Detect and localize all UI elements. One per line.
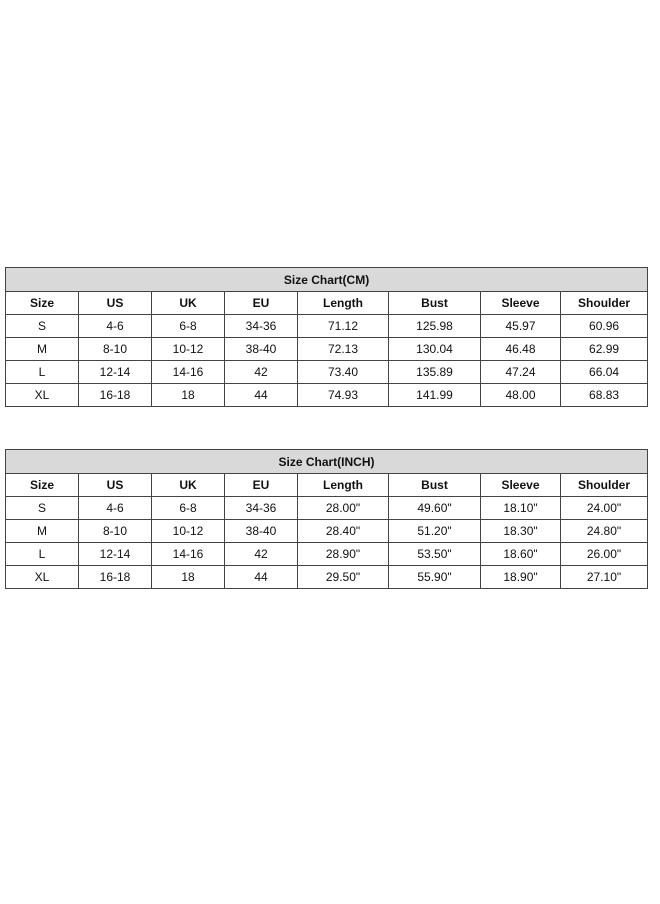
table-cell: 24.80" [561,520,648,543]
table-header-row [6,474,648,497]
column-header: EU [225,292,298,315]
table-cell: 48.00 [481,384,561,407]
table-cell: 55.90" [389,566,481,589]
table-cell: 18 [152,566,225,589]
table-cell: 125.98 [389,315,481,338]
table-cell: 4-6 [79,497,152,520]
table-cell: 46.48 [481,338,561,361]
column-header: Shoulder [561,474,648,497]
table-cell: 62.99 [561,338,648,361]
table-cell: S [6,315,79,338]
column-header: EU [225,474,298,497]
table-cell: 42 [225,543,298,566]
table-cell: 68.83 [561,384,648,407]
table-row [6,361,648,384]
table-cell: 34-36 [225,497,298,520]
table-cell: 12-14 [79,361,152,384]
size-chart-cm-table [5,267,648,407]
column-header: Shoulder [561,292,648,315]
column-header: Bust [389,292,481,315]
table-cell: 49.60" [389,497,481,520]
table-cell: 141.99 [389,384,481,407]
table-cell: 51.20" [389,520,481,543]
table-row [6,543,648,566]
table-cell: L [6,543,79,566]
table-cell: 18 [152,384,225,407]
table-title: Size Chart(INCH) [6,450,648,474]
table-title: Size Chart(CM) [6,268,648,292]
column-header: UK [152,292,225,315]
table-row [6,315,648,338]
table-cell: 135.89 [389,361,481,384]
table-cell: 18.30" [481,520,561,543]
table-cell: XL [6,566,79,589]
table-cell: 12-14 [79,543,152,566]
table-cell: 10-12 [152,520,225,543]
table-cell: 42 [225,361,298,384]
column-header: Bust [389,474,481,497]
table-cell: 18.10" [481,497,561,520]
table-cell: 45.97 [481,315,561,338]
table-cell: 8-10 [79,520,152,543]
column-header: Size [6,474,79,497]
table-header-row [6,292,648,315]
table-cell: 18.60" [481,543,561,566]
column-header: Length [298,292,389,315]
table-cell: 34-36 [225,315,298,338]
table-cell: XL [6,384,79,407]
table-cell: 38-40 [225,520,298,543]
table-cell: 72.13 [298,338,389,361]
table-cell: 60.96 [561,315,648,338]
column-header: Size [6,292,79,315]
table-cell: 16-18 [79,384,152,407]
column-header: Length [298,474,389,497]
column-header: Sleeve [481,474,561,497]
table-cell: 4-6 [79,315,152,338]
table-cell: L [6,361,79,384]
column-header: US [79,292,152,315]
table-row [6,566,648,589]
table-cell: 14-16 [152,361,225,384]
table-cell: S [6,497,79,520]
table-cell: 16-18 [79,566,152,589]
column-header: US [79,474,152,497]
table-title-row [6,450,648,474]
table-cell: 28.90" [298,543,389,566]
table-cell: 14-16 [152,543,225,566]
table-cell: 73.40 [298,361,389,384]
column-header: UK [152,474,225,497]
table-cell: 26.00" [561,543,648,566]
table-cell: 74.93 [298,384,389,407]
table-cell: 53.50" [389,543,481,566]
table-cell: 29.50" [298,566,389,589]
table-title-row [6,268,648,292]
table-cell: M [6,520,79,543]
table-row [6,520,648,543]
table-cell: 71.12 [298,315,389,338]
table-cell: 130.04 [389,338,481,361]
table-cell: 10-12 [152,338,225,361]
table-cell: 24.00" [561,497,648,520]
table-row [6,338,648,361]
column-header: Sleeve [481,292,561,315]
table-cell: 6-8 [152,315,225,338]
table-row [6,497,648,520]
table-cell: 38-40 [225,338,298,361]
table-cell: 44 [225,384,298,407]
table-cell: 8-10 [79,338,152,361]
table-cell: M [6,338,79,361]
table-cell: 28.40" [298,520,389,543]
table-cell: 44 [225,566,298,589]
table-cell: 6-8 [152,497,225,520]
table-cell: 18.90" [481,566,561,589]
table-cell: 28.00" [298,497,389,520]
table-cell: 27.10" [561,566,648,589]
size-chart-inch-table [5,449,648,589]
table-row [6,384,648,407]
table-cell: 47.24 [481,361,561,384]
table-cell: 66.04 [561,361,648,384]
